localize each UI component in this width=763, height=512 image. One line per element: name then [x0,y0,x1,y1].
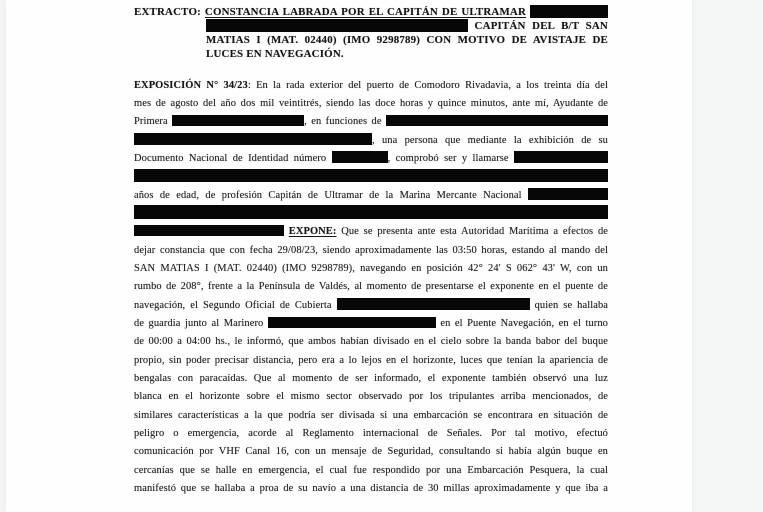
redaction-bar [530,5,608,18]
text-run: CAPITÁN DEL B/T SAN [468,20,608,33]
text-run: MATIAS I (MAT. 02440) (IMO 9298789) CON MOTIVO DE AVISTAJE DE [206,34,608,47]
document-line [134,95,608,113]
document-line [134,113,608,131]
text-run: EXTRACTO: [134,6,205,18]
text-run: SAN MATIAS I (MAT. 02440) (IMO 9298789), navegando en posición 42° 24' S 062° 43' W, con un [134,263,608,274]
redaction-bar [386,115,608,127]
document-text-column [134,5,608,498]
text-run: cercanías que se halle en emergencia, el cual fue respondido por una Embarcación Pesquera, la cual [134,464,608,476]
text-run: , en funciones de [304,116,386,128]
text-run: Primera [134,116,173,128]
text-run: en el Puente Navegación, en el turno [435,318,608,330]
text-run: LUCES EN NAVEGACIÓN. [206,48,344,61]
document-line [134,223,608,241]
text-run: , comprobó ser y llamarse [387,152,514,164]
document-line [134,278,608,296]
text-run: Documento Nacional de Identidad número [134,152,332,164]
text-run: bengalas con paracaídas. Que al momento de ser informado, el exponente también observó una luz [134,373,608,385]
document-line [134,352,608,370]
text-run: CONSTANCIA LABRADA POR EL CAPITÁN DE ULTRAMAR [204,6,527,18]
document-line [134,132,608,150]
document-line [134,370,608,388]
text-run: de 00:00 a 04:00 hs., le informó, que ambos habían divisado en el cielo sobre la banda babor del buque [134,336,608,348]
text-run: : En la rada exterior del puerto de Comodoro Rivadavia, a los treinta día del [247,79,608,91]
text-run: manifestó que se hallaba a proa de su navío a una distancia de 30 millas aproximadamente y que iba a [134,483,608,495]
text-run: rumbo de 208°, frente a la Península de Valdés, al momento de presentarse el exponente en el puente de [134,281,608,293]
document-line [134,77,608,95]
text-run: mes de agosto del año dos mil veintitrés, siendo las doce horas y quince minutos, ante mí, Ayudante de [134,97,608,109]
header-line [134,5,608,19]
text-run: quien se hallaba [529,299,608,311]
document-line [134,187,608,205]
redaction-bar [134,169,608,183]
text-run: peligro o emergencia, acorde al Reglamento internacional de Señales. Por tal motivo, efectuó [134,428,608,440]
redaction-bar [332,151,388,163]
text-run: similares características a la que podría ser divisada si una embarcación se encontrara en situación de [134,409,608,421]
text-run: de guardia junto al Marinero [134,318,268,330]
text-run: comunicación por VHF Canal 16, con un mensaje de Seguridad, consultando si había algún buque en [134,446,608,458]
document-line [134,407,608,425]
header-line [134,19,608,33]
paragraph-gap [134,62,608,77]
document-line [134,388,608,406]
text-run: EXPOSICIÓN N° 34/23 [134,79,248,91]
text-run: , una persona que mediante la exhibición de su [372,134,608,146]
document-line [134,168,608,186]
document-line [134,333,608,351]
document-line [134,150,608,168]
text-run: navegación, el Segundo Oficial de Cubierta [134,299,337,311]
document-line [134,297,608,315]
redaction-bar [134,225,284,237]
redaction-bar [528,188,608,200]
text-run: EXPONE: [288,226,337,238]
text-run: propio, sin poder precisar distancia, pero era a lo lejos en el horizonte, luces que tenían la apariencia de [134,354,608,366]
document-line [134,205,608,223]
document-line [134,315,608,333]
redaction-bar [514,151,608,163]
scanned-document-page [6,0,692,512]
redaction-bar [206,19,468,32]
redaction-bar [337,298,530,310]
document-line [134,242,608,260]
redaction-bar [172,115,304,127]
header-line [134,33,608,47]
document-line [134,480,608,498]
document-lines [134,5,608,498]
text-run: dejar constancia que con fecha 29/08/23, siendo aproximadamente las 03:50 horas, estando al mando del [134,244,608,256]
text-run: años de edad, de profesión Capitán de Ultramar de la Marina Mercante Nacional [134,189,528,201]
document-line [134,260,608,278]
text-run: blanca en el horizonte sobre el mismo sector observado por los tripulantes arriba mencionados, de [134,391,608,403]
redaction-bar [134,133,372,145]
header-line [134,47,608,61]
document-line [134,462,608,480]
document-line [134,443,608,461]
redaction-bar [134,205,608,219]
document-line [134,425,608,443]
redaction-bar [268,317,436,329]
text-run: Que se presenta ante esta Autoridad Marítima a efectos de [336,226,609,238]
